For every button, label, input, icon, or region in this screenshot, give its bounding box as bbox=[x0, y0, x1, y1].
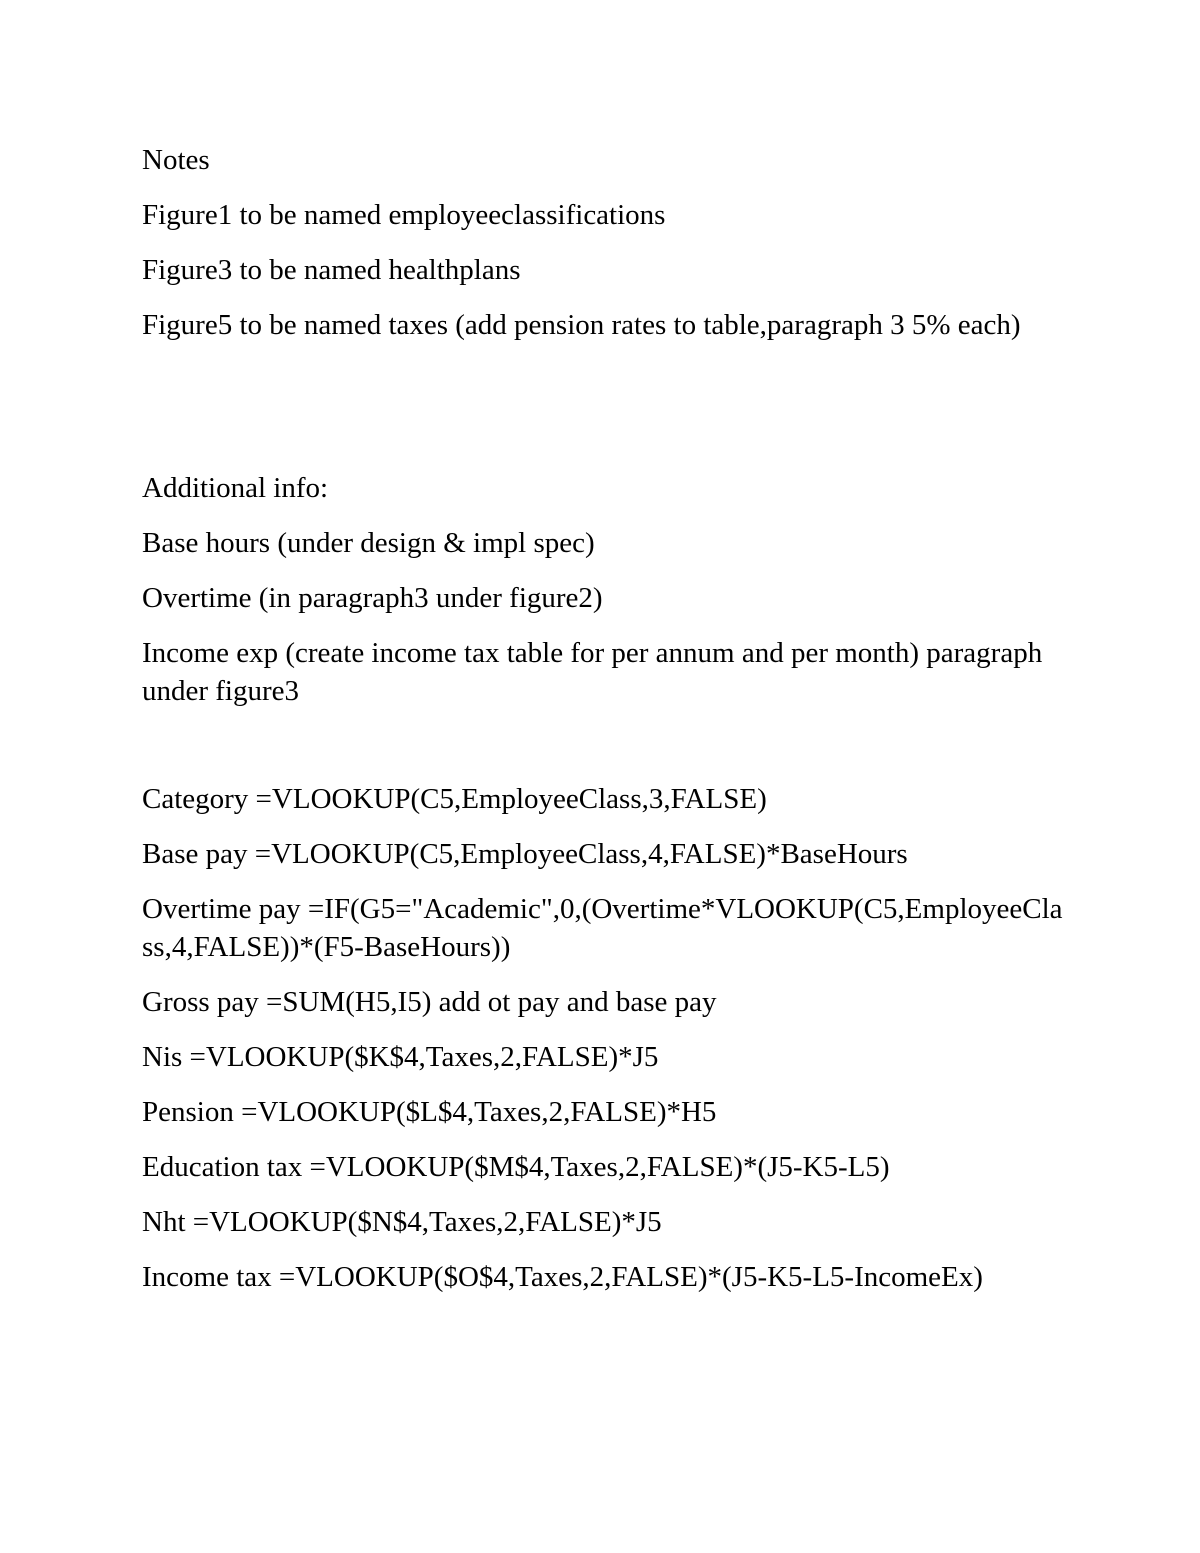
additional-item-income-exp: Income exp (create income tax table for per annum and per month) paragraph under figure3 bbox=[142, 637, 1043, 707]
formula-education-tax: Education tax =VLOOKUP($M$4,Taxes,2,FALSE)*(J5-K5-L5) bbox=[142, 1151, 890, 1183]
note-item-figure5: Figure5 to be named taxes (add pension rates to table,paragraph 3 5% each) bbox=[142, 309, 1021, 341]
additional-info-heading: Additional info: bbox=[142, 472, 329, 504]
formula-gross-pay: Gross pay =SUM(H5,I5) add ot pay and base pay bbox=[142, 986, 717, 1018]
formula-overtime-pay: Overtime pay =IF(G5="Academic",0,(Overtime*VLOOKUP(C5,EmployeeClass,4,FALSE))*(F5-BaseHours)) bbox=[142, 893, 1063, 963]
note-item-figure3: Figure3 to be named healthplans bbox=[142, 254, 521, 286]
additional-item-overtime: Overtime (in paragraph3 under figure2) bbox=[142, 582, 603, 614]
formula-pension: Pension =VLOOKUP($L$4,Taxes,2,FALSE)*H5 bbox=[142, 1096, 717, 1128]
notes-heading: Notes bbox=[142, 144, 210, 176]
formula-nis: Nis =VLOOKUP($K$4,Taxes,2,FALSE)*J5 bbox=[142, 1041, 659, 1073]
formula-income-tax: Income tax =VLOOKUP($O$4,Taxes,2,FALSE)*(J5-K5-L5-IncomeEx) bbox=[142, 1261, 983, 1293]
formula-category: Category =VLOOKUP(C5,EmployeeClass,3,FALSE) bbox=[142, 783, 767, 815]
formula-base-pay: Base pay =VLOOKUP(C5,EmployeeClass,4,FALSE)*BaseHours bbox=[142, 838, 908, 870]
note-item-figure1: Figure1 to be named employeeclassifications bbox=[142, 199, 666, 231]
document-content bbox=[142, 141, 1072, 1313]
formula-nht: Nht =VLOOKUP($N$4,Taxes,2,FALSE)*J5 bbox=[142, 1206, 662, 1238]
blank-space bbox=[142, 361, 1072, 469]
blank-space bbox=[142, 727, 1072, 780]
additional-item-base-hours: Base hours (under design & impl spec) bbox=[142, 527, 595, 559]
